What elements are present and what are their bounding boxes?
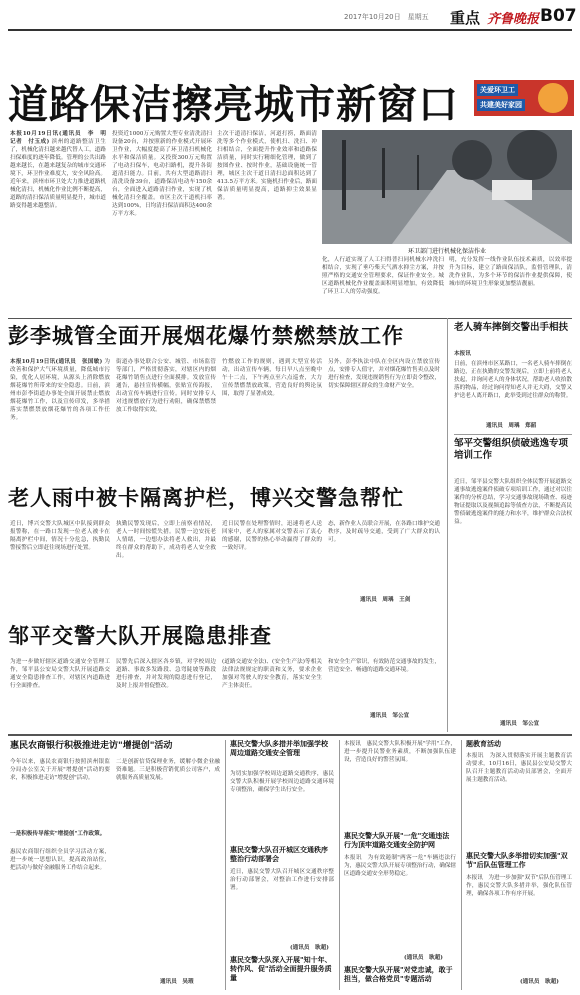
paper-logo: 齐鲁晚报 (487, 12, 540, 27)
sidebar1-headline: 老人骑车摔倒交警出手相扶 (454, 322, 569, 333)
story1-byline: 本报10月19日讯(通讯员 李 明 记者 付玉成) (10, 131, 112, 145)
feature-badge-top: 关爱环卫工 (477, 84, 518, 96)
story2-col3: 竹燃放工作的规则，遇到大型宣传活动，出动宣传车辆，每日早八点至晚中午十二点，下午两点至六点巡查，大力宣传禁燃禁放政策，营造良好的舆论氛围，取得了显著成效。 (222, 359, 322, 397)
bottom1-text3: 二是创新信贷保理业务，缓解小微企业融资难题。三是积极营销优质公司客户，成就服务高质量发展。 (116, 759, 220, 781)
story4-col4: 和安全生产常识，有效防范交通事故的发生，营造安全、畅通的道路交通环境。 (328, 659, 440, 673)
story2-col4: 另外，彭李执法中队在全区内设立禁放宣传点，安排专人值守，并对烟花爆竹售卖点及时进行检查，发现违规销售行为立即责令整改，切实保障辖区群众的生命财产安全。 (328, 359, 440, 389)
sidebar-divider (447, 318, 448, 732)
bottom1-credit: 通讯员 吴瑕 (160, 979, 194, 985)
story4-headline: 邹平交警大队开展隐患排查 (8, 624, 272, 648)
story4-col1: 为进一步做好辖区道路交通安全管理工作，邹平县公安局交警大队开展道路交通安全隐患排查工作，对辖区内道路进行全面排查。 (10, 659, 110, 689)
sidebar2-headline: 邹平交警组织侦破逃逸专项培训工作 (454, 438, 569, 461)
feature-badge (474, 80, 574, 116)
bottom2-credit: (通讯员 耿超) (290, 945, 329, 951)
bottom1-subhead: 一是积极传导落实"增提创"工作政策。 (10, 831, 106, 837)
street-photo-graphic (322, 130, 572, 244)
bottom1-text2: 惠民农商银行组织全员学习活动方案，进一步统一思想认识，提高政治站位，把活动与做好金融服务工作结合起来。 (10, 849, 110, 871)
bottom4-t1: 本报讯 为深入贯彻落实开展主题教育活动要求，10月16日，惠民县公安局交警大队召开主题教育活动动员部署会，全面开展主题教育活动。 (466, 753, 572, 783)
bottom2-h2: 惠民交警大队召开城区交通秩序整治行动部署会 (230, 846, 328, 863)
story1-headline: 道路保洁擦亮城市新窗口 (8, 82, 459, 128)
story3-credit: 通讯员 周瑀 王剑 (360, 597, 411, 603)
story2-byline: 本报10月19日讯(通讯员 张国敏) (10, 359, 103, 365)
bottom1-headline: 惠民农商银行积极推进走访"增提创"活动 (10, 741, 173, 751)
bottom3-t2: 本报讯 为有效遏制"两客一危"车辆违法行为，惠民交警大队开展专项整治行动，确保辖区道路交通安全形势稳定。 (344, 855, 456, 877)
issue-date: 2017年10月20日 星期五 (344, 13, 429, 21)
story2-col1 (10, 358, 110, 470)
story4-credit: 通讯员 邹公宣 (370, 713, 410, 719)
story4-col2: 民警先后深入辖区各乡镇，对学校周边道路、事故多发路段、急弯陡坡等路段进行排查，并对发现的隐患进行登记，及时上报并督促整改。 (116, 659, 216, 689)
divider (461, 740, 462, 990)
sidebar2-text: 近日，邹平县交警大队组织全体民警开展道路交通事故逃逸案件侦破专项培训工作，通过对以往案件的分析总结，学习交通事故现场勘查、痕迹物证提取以及视频追踪等侦查方法，不断提高民警侦破逃逸案件的能力和水平，维护群众合法权益。 (454, 479, 572, 525)
header-rule (8, 29, 572, 31)
bottom2-h1: 惠民交警大队多措并举加强学校周边道路交通安全管理 (230, 740, 328, 757)
divider (8, 318, 572, 319)
bottom4-credit: (通讯员 耿超) (520, 979, 559, 985)
bottom2-h3: 惠民交警大队深入开展"知十年、转作风、促"活动全面提升服务质量 (230, 956, 332, 982)
sidebar1-byline: 本报讯 (454, 351, 471, 357)
bottom4-h1: 题教育活动 (466, 740, 501, 748)
sidebar2-credit: 通讯员 邹公宣 (500, 721, 540, 727)
photo-caption: 环卫部门进行机械化保洁作业 (408, 248, 487, 255)
bottom3-t1: 本报讯 惠民交警大队积极开展"学用"工作，进一步提升民警业务素质，不断加强队伍建设，营造良好的警营氛围。 (344, 741, 456, 763)
bottom2-t2: 近日，惠民交警大队召开城区交通秩序整治行动部署会，对整治工作进行安排部署。 (230, 869, 334, 891)
story3-headline: 老人雨中被卡隔离护栏，博兴交警急帮忙 (8, 486, 404, 510)
story1-col1 (10, 130, 112, 280)
story4-col3: (道路交通安全法)、(安全生产法)等相关法律法规规定的职责和义务，要求企业加强对驾驶人的安全教育，落实安全生产主体责任。 (222, 659, 322, 689)
feature-badge-bottom: 共建美好家园 (477, 99, 525, 111)
story3-col4: 态，新作业人员联合开展，在各路口维护交通秩序，及时疏导交通，受到了广大群众的认可。 (328, 521, 440, 543)
story3-col2: 执勤民警发现后，立即上前察看情况，老人一时间惊慌失措。民警一边安抚老人情绪，一边想办法将老人救出，并最终在群众的帮助下，成功将老人安全救出。 (116, 521, 216, 559)
sidebar1-text: 日前，在滨州市区某路口，一名老人骑车摔倒在路边，正在执勤的交警发现后，立即上前将老人扶起，并询问老人的身体状况，帮助老人收拾散落的物品，经过询问得知老人并无大碍，交警又护送老人离开路口，此举受到过往群众的称赞。 (454, 361, 572, 399)
story2-text1: 为改善和保护大气环境质量，降低城市污染，优化人居环境，从源头上消除燃放烟花爆竹所带来的安全隐患。日前，滨州市彭李街道办事处全面开展禁止燃放烟花爆竹工作，以及宣传印发，多举措落实禁燃禁放烟花爆竹的各项工作任务。 (10, 359, 110, 421)
story3-col3: 近日民警在处理警情时，迅速将老人送回家中，老人的家属对交警表示了衷心的感谢，民警的热心举动赢得了群众的一致好评。 (222, 521, 322, 551)
divider (454, 434, 572, 435)
story1-col4: 化，人行道实现了人工扫得普扫同机械水冲洗扫相结合，实现了垂巧柴天气洒水抑尘方案，并按照严格的交通安全管理要求，保证作业安全。城区道路机械化作业覆盖面积明显增加，有效降低了环卫工人的劳动强度。 (322, 257, 444, 295)
bottom3-credit: (通讯员 耿超) (404, 955, 443, 961)
story1-col3: 主次干道清扫保洁，河道打捞，路面清洗等多个作业模式，使机扫、洗扫、冲扫相结合，全面提升作业效率和道路保洁质量，同时实行精细化管理，做到了按图作业、按时作业，基础设施统一管理，城区主次干道日清扫总面积达到了413.5万平方米。实施机扫作业后，路面保洁质量明显提高，道路抑尘效果显著。 (217, 131, 317, 201)
worker-icon (538, 83, 568, 113)
bottom2-t1: 为切实加强学校周边道路交通秩序，惠民交警大队积极开展学校周边道路交通环境专项整治，确保学生出行安全。 (230, 771, 334, 793)
story2-headline: 彭李城管全面开展烟花爆竹禁燃禁放工作 (8, 324, 404, 348)
story1-col2: 投资近1000万元购置大型专业清洗清扫设备20台，并按照新的作业模式开展环卫作业，大幅度提高了环卫清扫机械化水平和保洁质量。又投资300万元购置了电动扫保车，电动扫路机，提升各街道清扫能力。目前，共有大型道路清扫清洗设备39台，道路保洁电动车150余台，全面进入道路清扫作业，实现了机械化清扫全覆盖。市区主次干道机扫率达到100%，日均清扫保洁面积达400余万平方米。 (112, 131, 212, 217)
cleaning-photo (322, 130, 572, 244)
story1-text1: 滨州的道路整洁卫生了，机械化清扫越来越代替人工，道路扫保难度的逐年降低。管理的公共出路越来越长，在越来越复杂的城市交通环境下，环卫作业难度大，安全风险高。近年来，滨州市环卫处大力推进道路机械化清扫，机械化作业比例不断提高，道路的清扫保洁质量明显提升，城市道路变得越来越整洁。 (10, 139, 106, 209)
bottom4-h2: 惠民交警大队多举措切实加强"双节"后队伍管理工作 (466, 852, 568, 869)
sidebar1-credit: 通讯员 周瑀 郑韶 (486, 423, 537, 429)
bottom4-t2: 本报讯 为进一步加强"双节"后队伍管理工作，惠民交警大队多措并举，强化队伍管理，确保各项工作有序开展。 (466, 875, 572, 897)
story2-col2: 街道办事处联合公安、城管、市场监管等部门，严格贯彻落实，对辖区内的烟花爆竹销售点进行全面摸排。发放宣传通告，悬挂宣传横幅，张贴宣传海报，出动宣传车辆进行宣传。同时安排专人对违规燃放行为进行劝阻，确保禁燃禁放工作取得实效。 (116, 359, 216, 413)
page-number: B07 (540, 6, 577, 26)
section-label: 重点 (450, 9, 481, 27)
story1-col5: 明，充分发挥一线作业队伍技术素质，以效率提升为目标，建立了路面保洁队，监督管理队，清洗作业队，为多个环节的保洁作业提供保障，使城市的环境卫生形象更加整洁靓丽。 (449, 257, 572, 287)
divider (225, 740, 226, 990)
bottom3-h1: 惠民交警大队开展"一危"交通违法行为顶牢道路交通安全防护网 (344, 832, 450, 849)
story3-col1: 近日，博兴交警大队城区中队接到群众报警称，在一路口发现一位老人被卡在隔离护栏中间，情况十分危急，执勤民警接警后立即赶往现场进行处置。 (10, 521, 110, 551)
divider (8, 734, 572, 736)
bottom3-h2: 惠民交警大队开展"对党忠诚，敢于担当，做合格党员"专题活动 (344, 966, 453, 983)
bottom1-text1: 今年以来，惠民农商银行按照滨州银监分局办公室关于开展"增提创"活动的要求，积极推进走访"增提创"活动。 (10, 759, 110, 781)
divider (339, 740, 340, 990)
